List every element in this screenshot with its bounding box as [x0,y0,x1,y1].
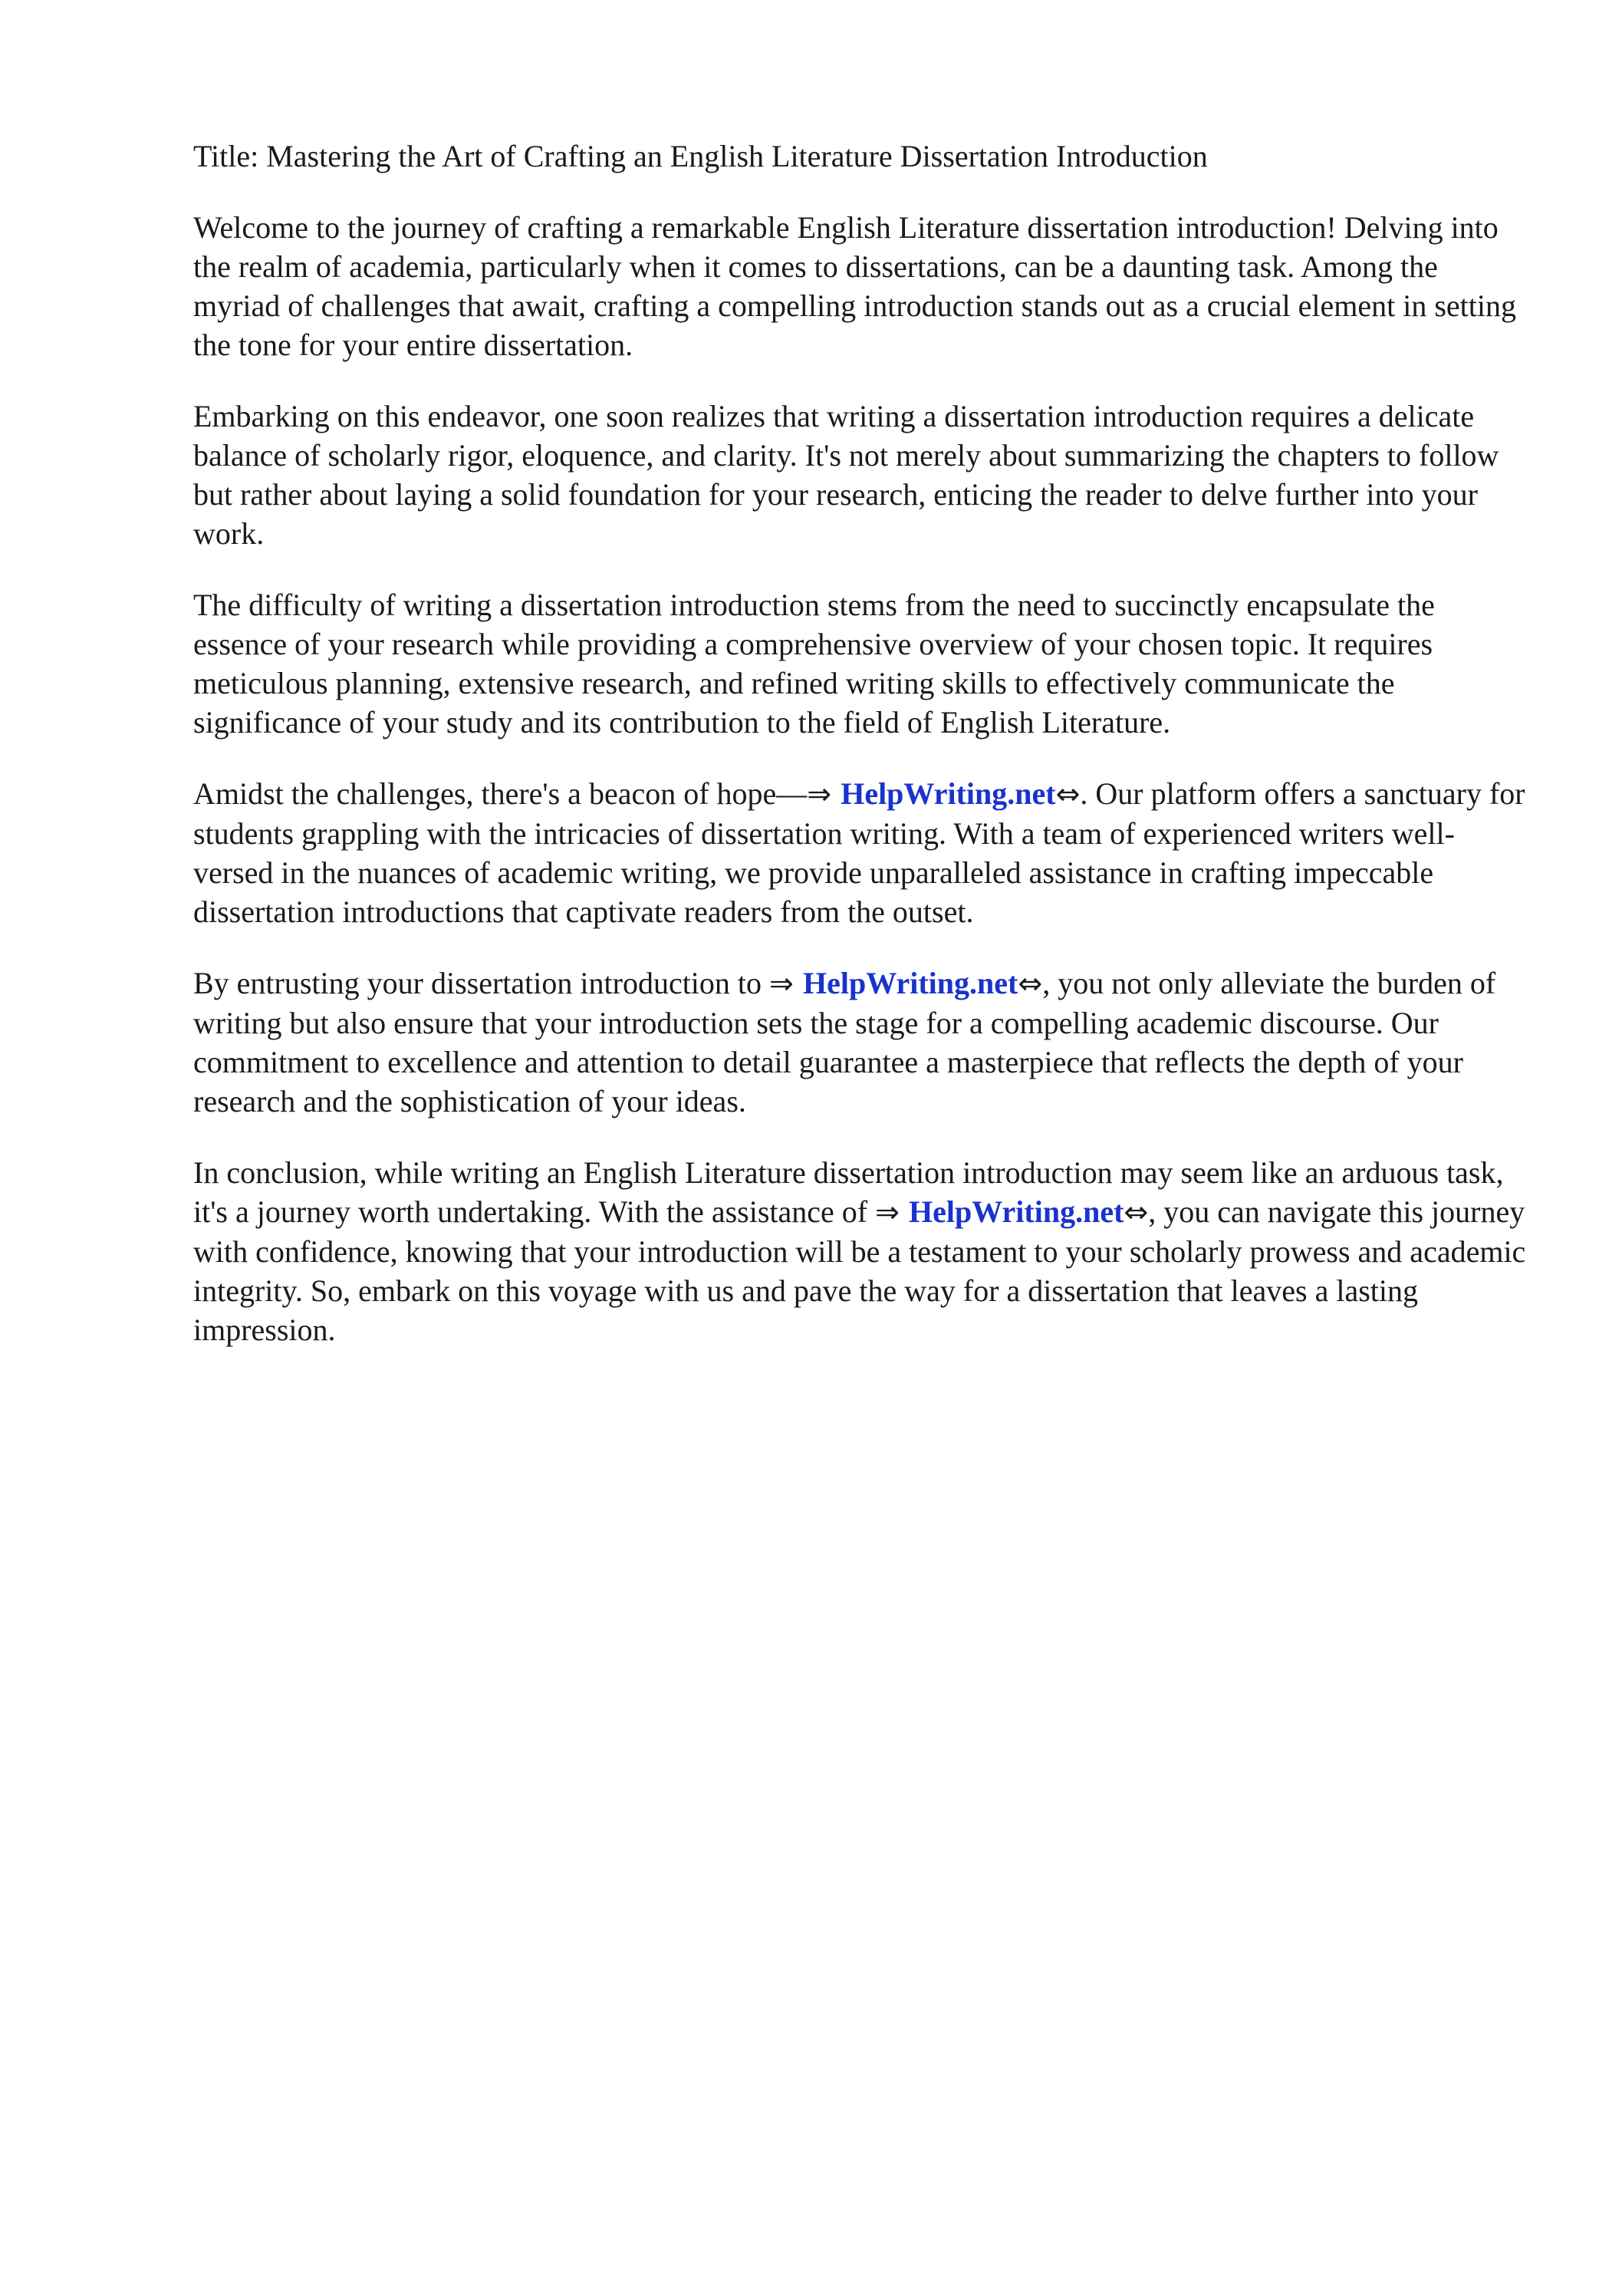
document-title: Title: Mastering the Art of Crafting an English Literature Dissertation Introduction [193,139,1208,173]
paragraph-entrusting [193,964,1528,1121]
paragraph-text-after: , you can navigate this journey with confidence, knowing that your introduction will be a testament to your scholarly prowess and academic integrity. So, embark on this voyage with us and pave the way for a dissertation that leaves a lasting impression. [193,1194,1526,1347]
paragraph-text-before: Amidst the challenges, there's a beacon of hope— [193,776,808,811]
document-page [193,137,1528,1382]
paragraph-text-after: . Our platform offers a sanctuary for students grappling with the intricacies of dissertation writing. With a team of experienced writers well-versed in the nuances of academic writing, we provide unparalleled assistance in crafting impeccable dissertation introductions that captivate readers from the outset. [193,776,1525,929]
paragraph-conclusion [193,1153,1528,1349]
left-right-arrow-icon: ⇔ [1018,967,1043,1000]
left-right-arrow-icon: ⇔ [1124,1195,1149,1229]
paragraph-difficulty: The difficulty of writing a dissertation introduction stems from the need to succinctly encapsulate the essence of your research while providing a comprehensive overview of your chosen topic. It requires meticulous planning, extensive research, and refined writing skills to effectively communicate the significance of your study and its contribution to the field of English Literature. [193,588,1435,740]
paragraph-text-before: By entrusting your dissertation introduction to [193,966,770,1000]
paragraph-embarking: Embarking on this endeavor, one soon realizes that writing a dissertation introduction requires a delicate balance of scholarly rigor, eloquence, and clarity. It's not merely about summarizing the chapters to follow but rather about laying a solid foundation for your research, enticing the reader to delve further into your work. [193,399,1499,551]
paragraph-text-after: , you not only alleviate the burden of writing but also ensure that your introduction sets the stage for a compelling academic discourse. Our commitment to excellence and attention to detail guarantee a masterpiece that reflects the depth of your research and the sophistication of your ideas. [193,966,1496,1118]
right-arrow-icon: ⇒ [807,777,841,811]
helpwriting-link[interactable]: HelpWriting.net [802,966,1018,1000]
right-arrow-icon: ⇒ [769,967,803,1000]
right-arrow-icon: ⇒ [875,1195,910,1229]
helpwriting-link[interactable]: HelpWriting.net [909,1194,1124,1229]
paragraph-welcome: Welcome to the journey of crafting a remarkable English Literature dissertation introduction! Delving into the realm of academia, particularly when it comes to dissertations, can be a daunting task. Among the myriad of challenges that await, crafting a compelling introduction stands out as a crucial element in setting the tone for your entire dissertation. [193,210,1517,362]
paragraph-text-before: In conclusion, while writing an English Literature dissertation introduction may seem like an arduous task, it's a journey worth undertaking. With the assistance of [193,1155,1504,1229]
left-right-arrow-icon: ⇔ [1055,777,1081,811]
helpwriting-link[interactable]: HelpWriting.net [841,776,1056,811]
paragraph-amidst [193,774,1528,931]
